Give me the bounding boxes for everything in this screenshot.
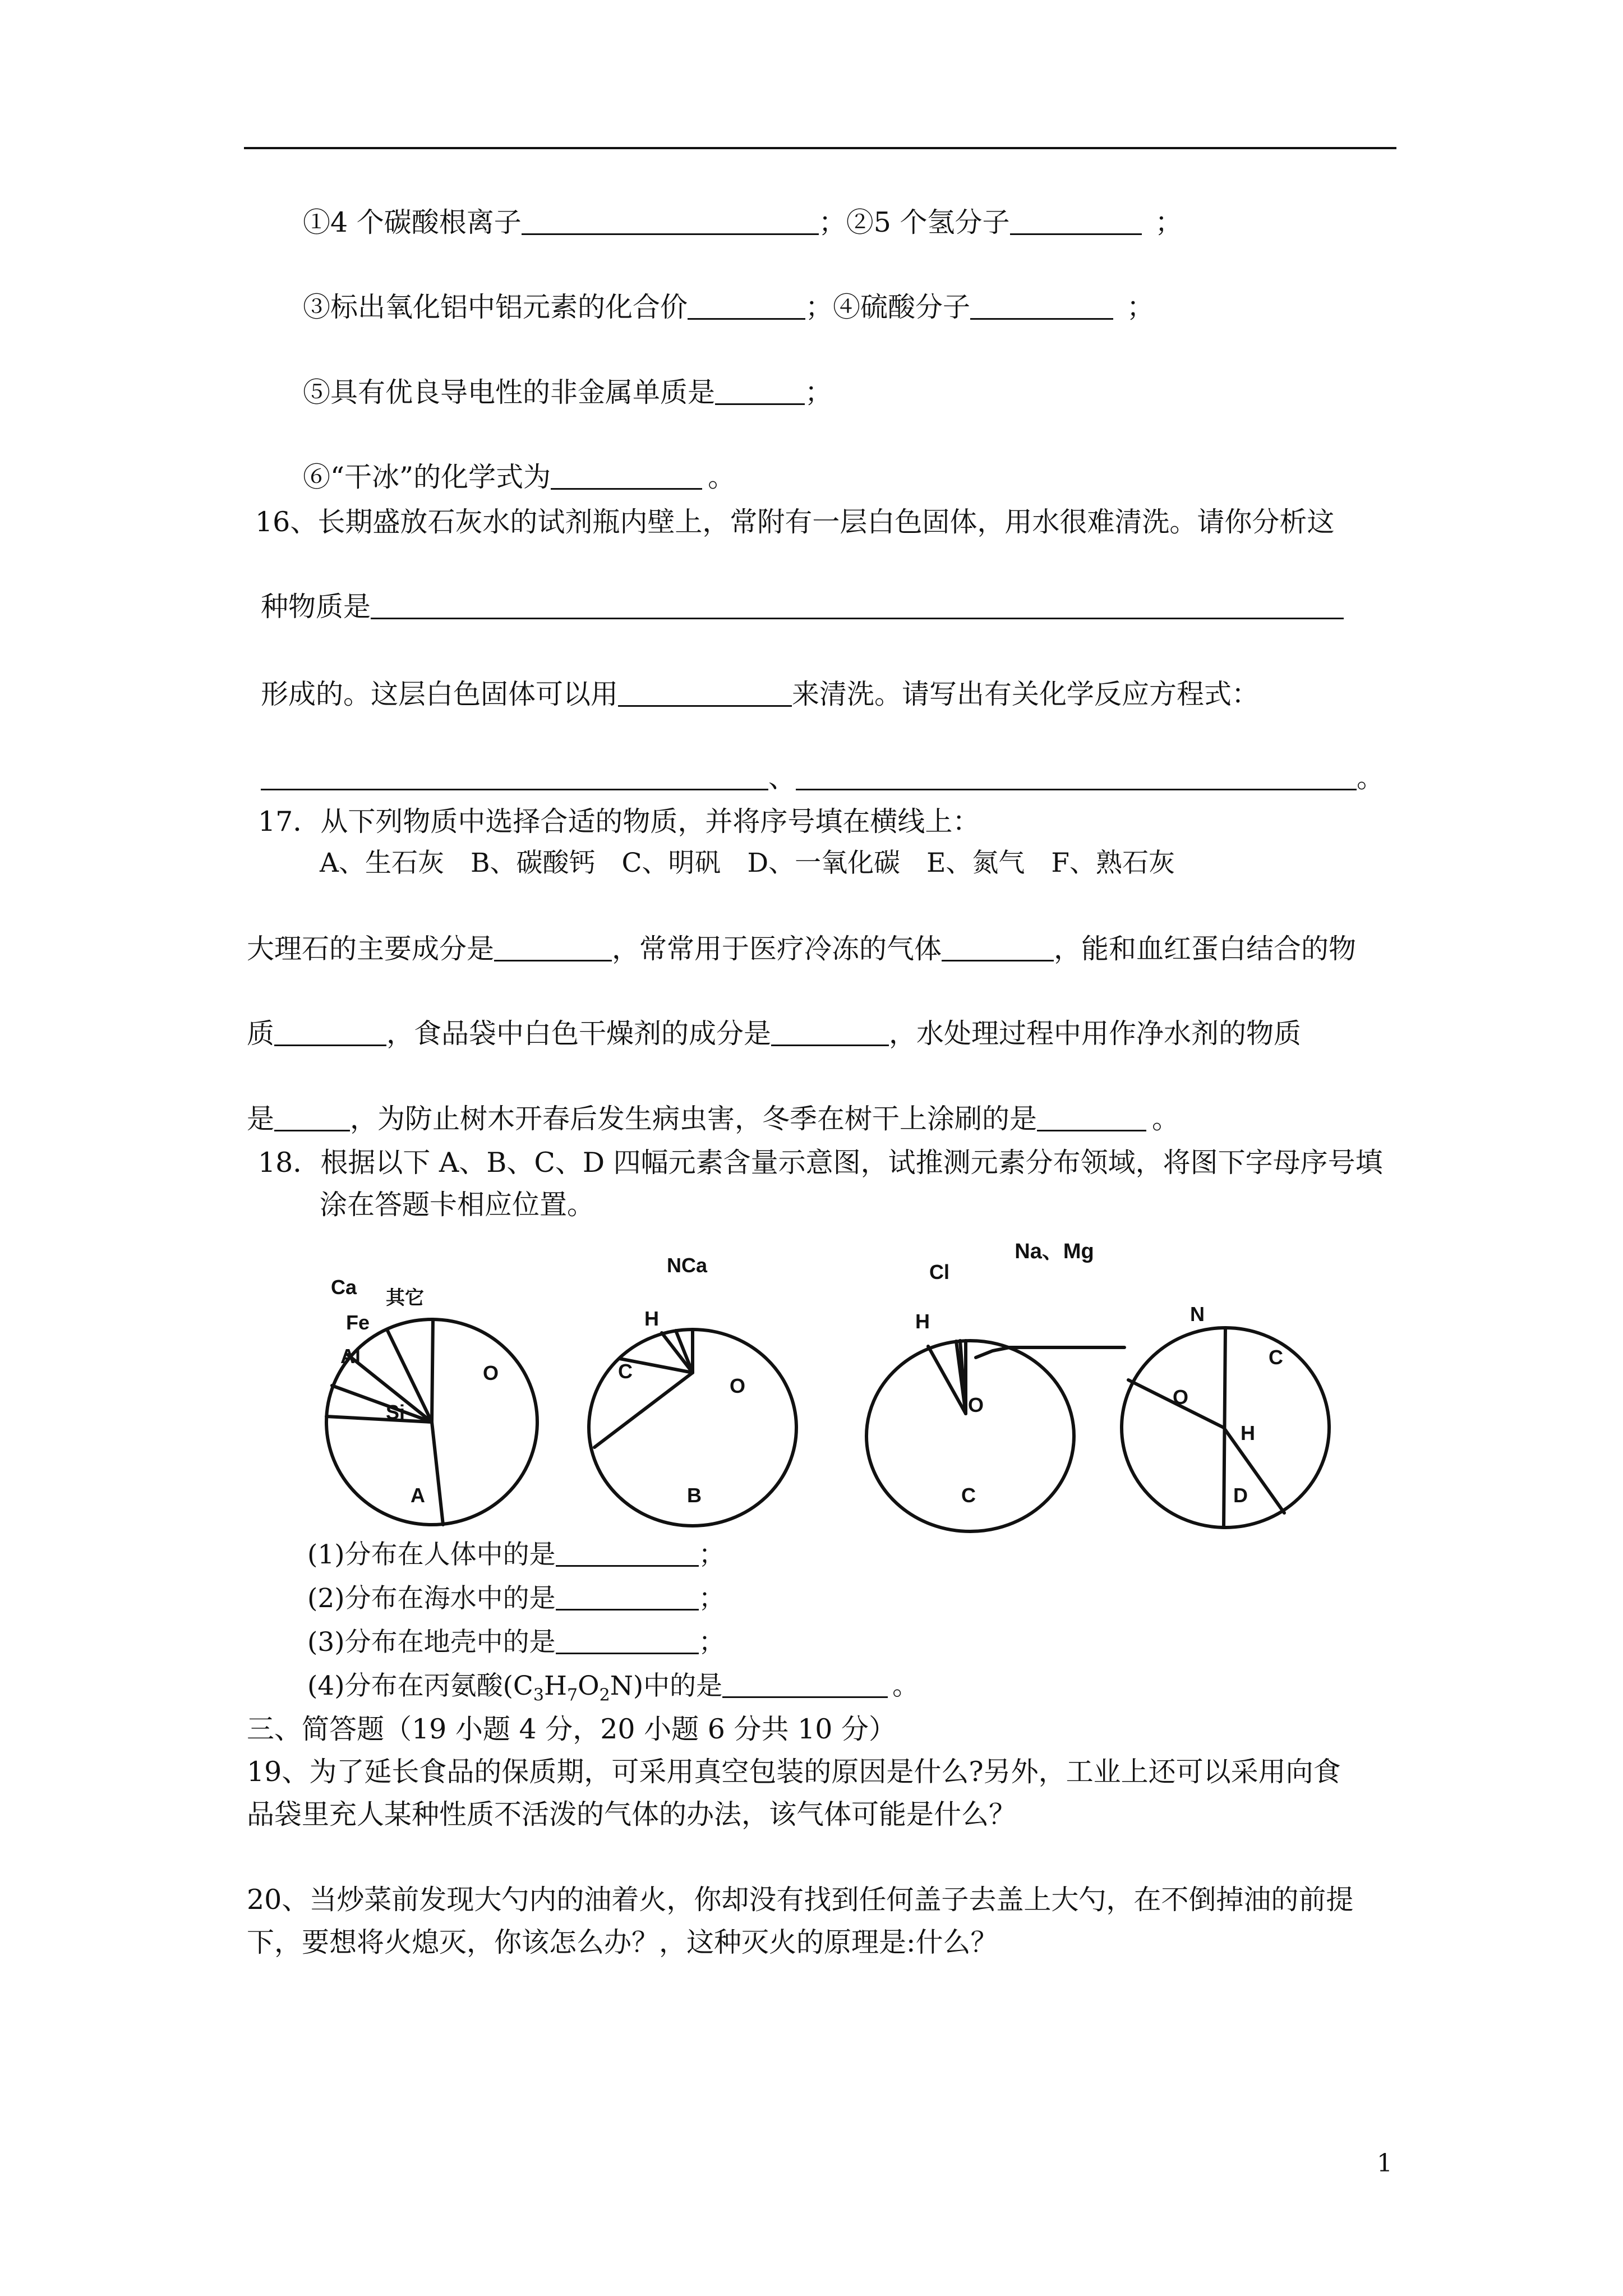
answer-blank[interactable] — [522, 212, 819, 235]
pie-a-label-al: Al — [340, 1345, 361, 1368]
answer-blank[interactable] — [551, 467, 702, 490]
pie-a-title: A — [411, 1484, 425, 1507]
q18-sub-1: (1)分布在人体中的是 ； — [307, 1539, 725, 1570]
q18-sub-4: (4)分布在丙氨酸$(C_3H_7O_2N)$中的是 。 — [307, 1671, 919, 1705]
answer-blank[interactable] — [274, 1108, 350, 1131]
q16-stem: 16、长期盛放石灰水的试剂瓶内壁上，常附有一层白色固体，用水很难清洗。请你分析这 — [255, 506, 1335, 538]
answer-blank[interactable] — [556, 1631, 699, 1654]
q20-line-1: 20、当炒菜前发现大勺内的油着火，你却没有找到任何盖子去盖上大勺，在不倒掉油的前提 — [247, 1884, 1354, 1916]
pie-d-label-h: H — [1241, 1421, 1255, 1444]
q15-line-2: ③标出氧化铝中铝元素的化合价 ；④硫酸分子 ； — [303, 291, 1155, 323]
answer-blank[interactable] — [556, 1544, 699, 1567]
q18-sub-2: (2)分布在海水中的是 ； — [307, 1583, 725, 1614]
answer-blank[interactable] — [796, 767, 1357, 790]
q15-line-3: ⑤具有优良导电性的非金属单质是 ； — [303, 376, 833, 408]
pie-c-label-o: O — [967, 1393, 984, 1416]
element-content-figures — [0, 1234, 1623, 1526]
pie-a-label-o: O — [482, 1361, 499, 1384]
pie-a-divider — [432, 1422, 443, 1525]
q20-line-2: 下，要想将火熄灭，你该怎么办？，这种灭火的原理是:什么？ — [247, 1926, 998, 1958]
q17-stem: 17．从下列物质中选择合适的物质，并将序号填在横线上： — [258, 806, 980, 838]
pie-b-label-o: O — [729, 1374, 746, 1397]
pie-c-label-namg: Na、Mg — [1015, 1240, 1094, 1263]
q18-sub-3: (3)分布在地壳中的是 ； — [307, 1627, 725, 1658]
answer-blank[interactable] — [494, 938, 612, 961]
pie-a-divider — [432, 1319, 433, 1422]
q17-line-1: 大理石的主要成分是 ，常常用于医疗冷冻的气体 ，能和血红蛋白结合的物 — [247, 933, 1357, 965]
answer-blank[interactable] — [942, 938, 1054, 961]
page-number: 1 — [1377, 2149, 1393, 2178]
answer-blank[interactable] — [556, 1588, 699, 1611]
q16-line-3: 形成的。这层白色固体可以用 来清洗。请写出有关化学反应方程式： — [261, 678, 1260, 710]
q15-line-4: ⑥“干冰”的化学式为 。 — [303, 461, 736, 493]
pie-d-label-c: C — [1269, 1346, 1283, 1369]
pie-b-divider — [594, 1373, 693, 1447]
q18-stem: 18．根据以下 A、B、C、D 四幅元素含量示意图，试推测元素分布领域，将图下字母序号填 — [258, 1147, 1383, 1179]
header-rule — [244, 147, 1396, 149]
answer-blank[interactable] — [1010, 212, 1142, 235]
q19-line-1: 19、为了延长食品的保质期，可采用真空包装的原因是什么?另外，工业上还可以采用向食 — [247, 1756, 1341, 1788]
answer-blank[interactable] — [688, 297, 805, 320]
answer-blank[interactable] — [371, 596, 1344, 619]
q17-options: A、生石灰 B、碳酸钙 C、明矾 D、一氧化碳 E、氮气 F、熟石灰 — [320, 848, 1175, 878]
pie-c-label-h: H — [915, 1310, 930, 1333]
pie-b-label-c: C — [618, 1360, 633, 1383]
q16-equation-line: 、 。 — [261, 764, 1384, 792]
pie-d-label-o: O — [1172, 1386, 1189, 1409]
q15-line-1: ①4 个碳酸根离子 ；②5 个氢分子 ； — [303, 206, 1183, 238]
section-3-heading: 三、简答题（19 小题 4 分，20 小题 6 分共 10 分） — [247, 1713, 897, 1745]
pie-c-title: C — [961, 1484, 976, 1507]
pie-d-label-n: N — [1190, 1303, 1205, 1326]
q17-line-2: 质 ，食品袋中白色干燥剂的成分是 ，水处理过程中用作净水剂的物质 — [247, 1018, 1302, 1050]
answer-blank[interactable] — [771, 1023, 889, 1046]
q16-line-2: 种物质是 — [261, 593, 1344, 620]
pie-a-label-fe: Fe — [345, 1311, 370, 1334]
pie-b-title: B — [687, 1484, 702, 1507]
q19-line-2: 品袋里充人某种性质不活泼的气体的办法，该气体可能是什么？ — [247, 1798, 1017, 1830]
pie-a-label-si: Si — [385, 1401, 405, 1424]
q17-line-3: 是 ，为防止树木开春后发生病虫害，冬季在树干上涂刷的是 。 — [247, 1103, 1180, 1135]
answer-blank[interactable] — [970, 297, 1113, 320]
answer-blank[interactable] — [1037, 1108, 1146, 1131]
answer-blank[interactable] — [618, 684, 792, 707]
answer-blank[interactable] — [715, 382, 805, 405]
answer-blank[interactable] — [722, 1675, 888, 1698]
pie-b-label-nca: NCa — [666, 1254, 708, 1277]
answer-blank[interactable] — [274, 1023, 386, 1046]
pie-c-leader — [976, 1347, 1124, 1358]
pie-a-label-ca: Ca — [330, 1276, 357, 1299]
pie-b-label-h: H — [644, 1307, 659, 1330]
pie-d-title: D — [1233, 1484, 1248, 1507]
q18-stem-2: 涂在答题卡相应位置。 — [320, 1189, 595, 1221]
pie-a-label-other: 其它 — [386, 1287, 424, 1309]
pie-c-label-cl: Cl — [929, 1260, 949, 1283]
answer-blank[interactable] — [261, 767, 768, 790]
